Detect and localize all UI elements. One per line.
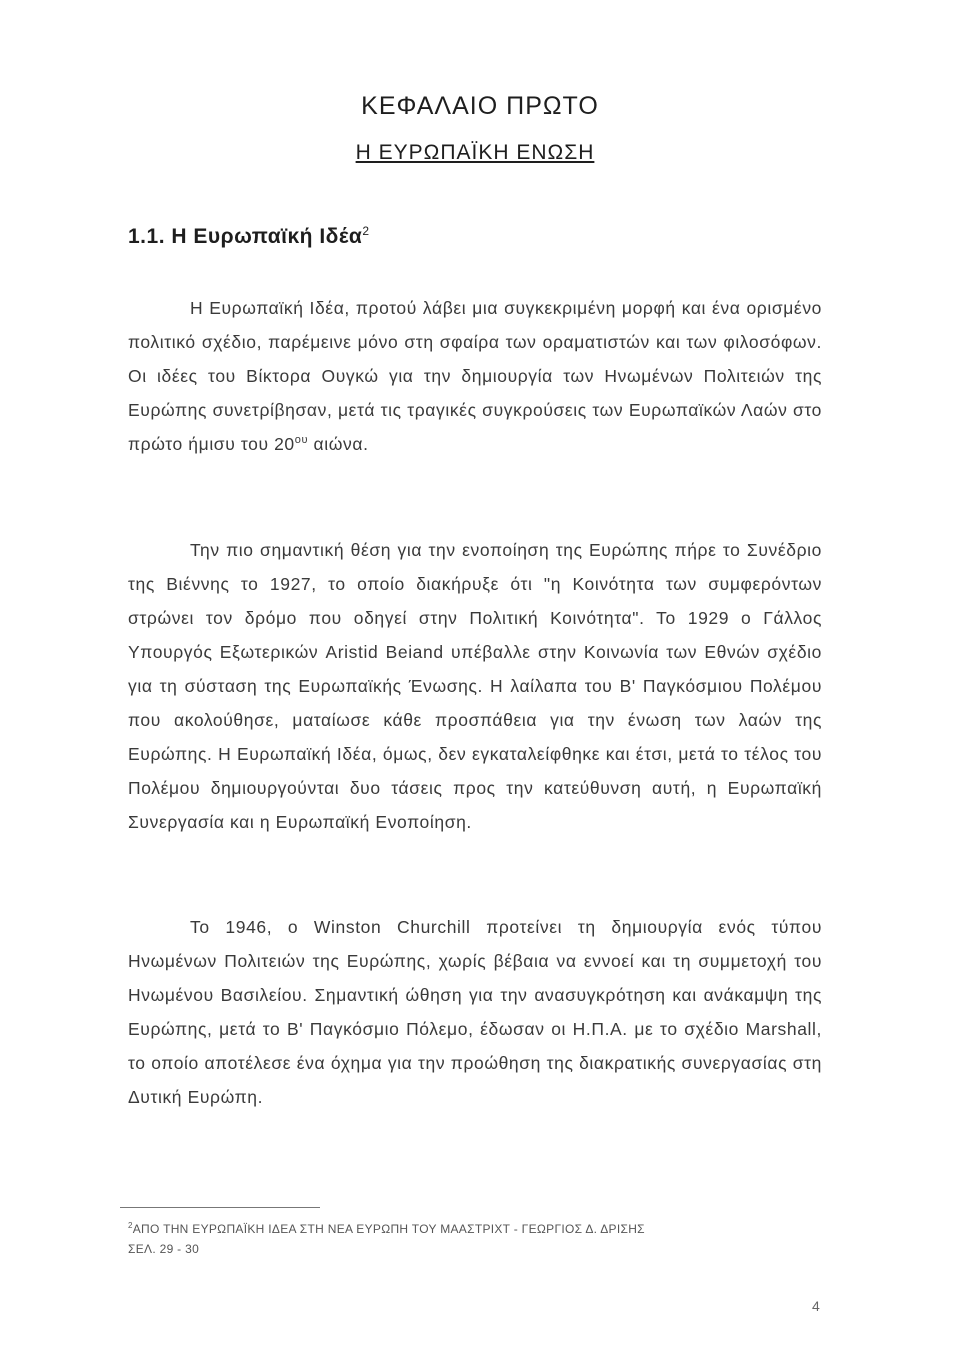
- footnote-line-2: ΣΕΛ. 29 - 30: [128, 1242, 200, 1256]
- page-number: 4: [812, 1298, 820, 1314]
- footnote-line-1: [128, 1216, 828, 1239]
- chapter-title: ΚΕΦΑΛΑΙΟ ΠΡΩΤΟ: [361, 92, 599, 120]
- footnote-reference: 2: [362, 224, 370, 238]
- footnote: [128, 1216, 828, 1259]
- section-heading-text: 1.1. Η Ευρωπαϊκή Ιδέα: [128, 225, 363, 248]
- paragraph-1: [128, 291, 822, 461]
- paragraph-1-ending: αιώνα.: [308, 434, 369, 454]
- ordinal-superscript: ου: [294, 434, 309, 447]
- footnote-marker: 2: [128, 1221, 133, 1230]
- section-heading: [128, 224, 370, 249]
- paragraph-2: Την πιο σημαντική θέση για την ενοποίηση της Ευρώπης πήρε το Συνέδριο της Βιέννης το 1927, το οποίο διακήρυξε ότι "η Κοινότητα των συμφερόντων στρώνει τον δρόμο που οδηγεί στην Πολιτική Κοινότητα". Το 1929 ο Γάλλος Υπουργός Εξωτερικών Aristid Beiand υπέβαλλε στην Κοινωνία των Εθνών σχέδιο για τη σύσταση της Ευρωπαϊκής Ένωσης. Η λαίλαπα του Β' Παγκόσμιου Πολέμου που ακολούθησε, ματαίωσε κάθε προσπάθεια για την ένωση των λαών της Ευρώπης. Η Ευρωπαϊκή Ιδέα, όμως, δεν εγκαταλείφθηκε και έτσι, μετά το τέλος του Πολέμου δημιουργούνται δυο τάσεις προς την κατεύθυνση αυτή, η Ευρωπαϊκή Συνεργασία και η Ευρωπαϊκή Ενοποίηση.: [128, 540, 822, 832]
- chapter-subtitle: Η ΕΥΡΩΠΑΪΚΗ ΕΝΩΣΗ: [355, 141, 595, 164]
- paragraph-1-text: Η Ευρωπαϊκή Ιδέα, προτού λάβει μια συγκεκριμένη μορφή και ένα ορισμένο πολιτικό σχέδιο, παρέμεινε μόνο στη σφαίρα των οραματιστών και των φιλοσόφων. Οι ιδέες του Βίκτορα Ουγκώ για την δημιουργία των Ηνωμένων Πολιτειών της Ευρώπης συνετρίβησαν, μετά τις τραγικές συγκρούσεις των Ευρωπαϊκών Λαών στο πρώτο ήμισυ του 20: [128, 298, 822, 454]
- footnote-divider: [120, 1207, 320, 1208]
- footnote-source: ΑΠΟ ΤΗΝ ΕΥΡΩΠΑΪΚΗ ΙΔΕΑ ΣΤΗ ΝΕΑ ΕΥΡΩΠΗ ΤΟΥ ΜΑΑΣΤΡΙΧΤ - ΓΕΩΡΓΙΟΣ Δ. ΔΡΙΣΗΣ: [132, 1222, 645, 1236]
- paragraph-3: Το 1946, ο Winston Churchill προτείνει τη δημιουργία ενός τύπου Ηνωμένων Πολιτειών της Ευρώπης, χωρίς βέβαια να εννοεί και τη συμμετοχή του Ηνωμένου Βασιλείου. Σημαντική ώθηση για την ανασυγκρότηση και ανάκαμψη της Ευρώπης, μετά το Β' Παγκόσμιο Πόλεμο, έδωσαν οι Η.Π.Α. με το σχέδιο Marshall, το οποίο αποτέλεσε ένα όχημα για την προώθηση της διακρατικής συνεργασίας στη Δυτική Ευρώπη.: [128, 917, 822, 1107]
